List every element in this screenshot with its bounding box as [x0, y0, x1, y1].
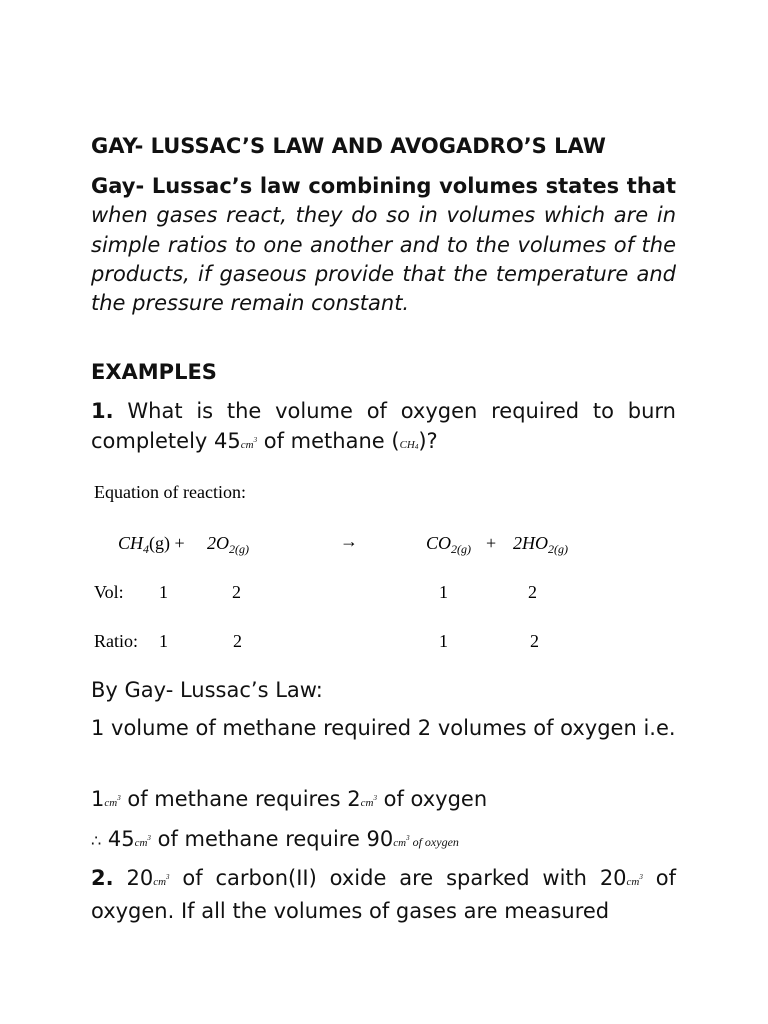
methane-formula: $CH_4$	[399, 439, 419, 452]
ratio-line-2: ∴ $45cm^3$ of methane require $90cm^3$ of oxygen	[91, 827, 459, 851]
reaction-equation-figure	[91, 478, 591, 658]
product-water: $2HO_{2(g)}$	[513, 533, 568, 556]
unit-cm3: $cm^3$	[134, 834, 151, 849]
question-2-number: 2.	[91, 866, 114, 890]
reactant-methane: $CH_4(g)$ +	[118, 533, 185, 556]
product-plus: +	[486, 533, 497, 553]
vol-value: 1	[439, 582, 448, 602]
ratio-value: 2	[530, 631, 539, 651]
question-1-text-b: of methane (	[257, 429, 400, 454]
vol-value: 1	[159, 582, 168, 602]
question-1-text-c: )?	[418, 429, 438, 454]
ratio-label: Ratio:	[94, 631, 138, 651]
question-1-number: 1.	[91, 399, 114, 423]
therefore-symbol: ∴	[91, 831, 102, 850]
question-1-text-a: What is the volume of oxygen required to burn completely 45	[91, 399, 676, 454]
unit-cm3: $cm^3$	[153, 873, 170, 888]
unit-cm3: $cm^3$	[104, 794, 121, 809]
vol-value: 2	[528, 582, 537, 602]
law-paragraph	[91, 172, 676, 318]
examples-heading: EXAMPLES	[91, 360, 217, 384]
reactant-oxygen: $2O_{2(g)}$	[207, 533, 249, 556]
ratio-value: 1	[159, 631, 168, 651]
ratio-value: 2	[233, 631, 242, 651]
unit-cm3: $cm^3$	[393, 834, 410, 849]
vol-value: 2	[232, 582, 241, 602]
page-title: GAY- LUSSAC’S LAW AND AVOGADRO’S LAW	[91, 134, 606, 158]
reaction-arrow: →	[340, 531, 358, 551]
volume-statement: 1 volume of methane required 2 volumes of oxygen i.e.	[91, 716, 676, 740]
unit-cm3: $cm^3$	[360, 794, 377, 809]
vol-label: Vol:	[94, 582, 124, 602]
ratio-line-1: $1cm^3$ of methane requires $2cm^3$ of oxygen	[91, 787, 488, 811]
ratio-value: 1	[439, 631, 448, 651]
law-lead: Gay- Lussac’s law combining volumes states that	[91, 174, 676, 198]
product-carbon-dioxide: $CO_{2(g)}$	[426, 533, 472, 556]
question-2: 2. $20cm^3$ of carbon(II) oxide are sparked with $20cm^3$ of oxygen. If all the volumes of gases are measured	[91, 866, 676, 924]
law-statement: when gases react, they do so in volumes which are in simple ratios to one another and to the volumes of the products, if gaseous provide that the temperature and the pressure remain constant.	[91, 203, 676, 316]
result-tail: of oxygen	[409, 835, 459, 849]
question-1	[91, 397, 676, 463]
unit-cm3: $cm^3$	[240, 436, 258, 452]
unit-cm3: $cm^3$	[626, 873, 643, 888]
equation-heading: Equation of reaction:	[94, 482, 246, 502]
by-law-line: By Gay- Lussac’s Law:	[91, 678, 323, 702]
